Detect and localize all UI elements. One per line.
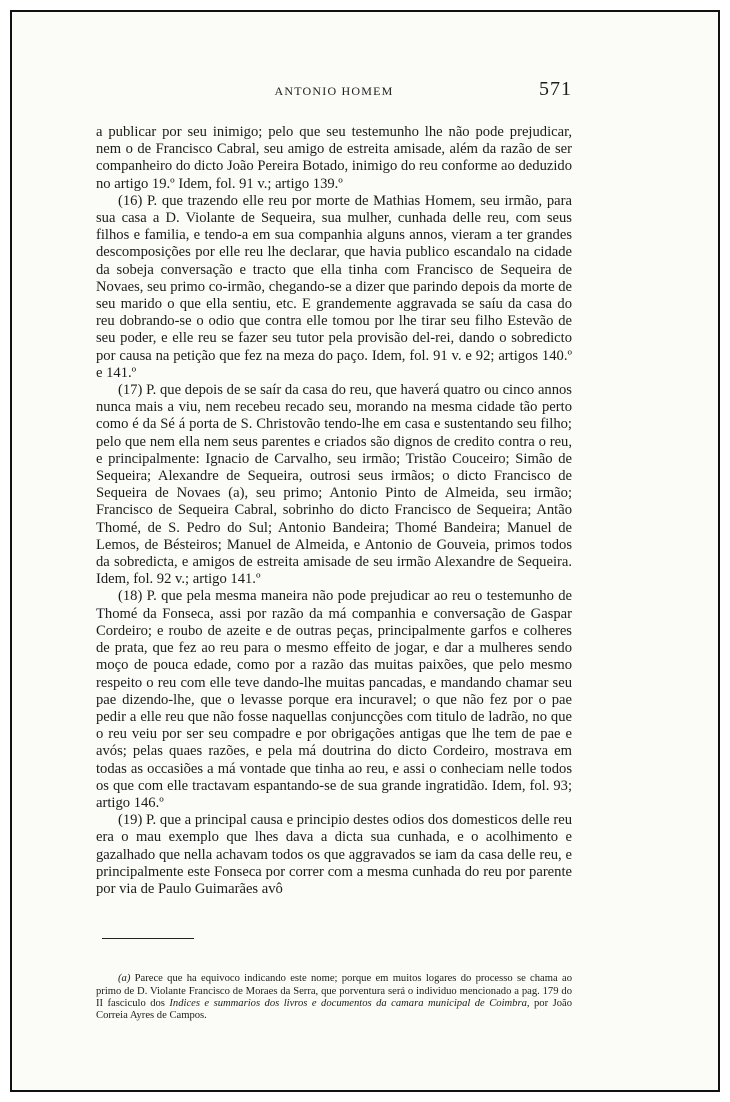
- running-head: [96, 78, 572, 108]
- paragraph-17: (17) P. que depois de se saír da casa do reu, que haverá quatro ou cinco annos nunca mais a viu, nem recebeu recado seu, morando na mesma cidade tão perto como é da Sé á porta de S. Christovão tendo-lhe em casa e sustentando seu filho; pelo que nem ella nem seus parentes e criados são dignos de credito contra o reu, e principalmente: Ignacio de Carvalho, seu irmão; Tristão Couceiro; Simão de Sequeira; Alexandre de Sequeira, outrosi seus irmãos; o dicto Francisco de Sequeira de Novaes (a), seu primo; Antonio Pinto de Almeida, seu irmão; Francisco de Sequeira Cabral, sobrinho do dicto Francisco de Sequeira; Antão Thomé, de S. Pedro do Sul; Antonio Bandeira; Thomé Bandeira; Manuel de Lemos, de Bésteiros; Manuel de Almeida, e Antonio de Gouveia, primos todos da sobredicta, e amigos de estreita amisade de seu irmão Alexandre de Sequeira. Idem, fol. 92 v.; artigo 141.º: [96, 382, 572, 588]
- paragraph-18: (18) P. que pela mesma maneira não pode prejudicar ao reu o testemunho de Thomé da Fonseca, assi por razão da má companhia e conversação de Gaspar Cordeiro; e roubo de azeite e de outras peças, principalmente garfos e colheres de prata, que fez ao reu para o mesmo effeito de jogar, e dar a mulheres sendo moço de pouca edade, como por a razão das muitas paixões, que pelo mesmo respeito o reu com elle teve dando-lhe muitas pancadas, e mandando chamar seu pae dizendo-lhe, que o levasse porque era incuravel; o que não fez por o pae pedir a elle reu que não fosse naquellas conjuncções com titulo de ladrão, no que o reu veiu por ser seu compadre e por obrigações antigas que lhe tem de pae e avós; pelas quaes razões, e pela má doutrina do dicto Cordeiro, mostrava em todas as occasiões a má vontade que tinha ao reu, e assi o conheciam nelle todos os que com elle tractavam espantando-se de sua grande ingratidão. Idem, fol. 93; artigo 146.º: [96, 588, 572, 811]
- footnote-text: Parece que ha equivoco indicando este nome; porque em muitos logares do processo se chama ao primo de D. Violante Francisco de Moraes da Serra, que porventura será o individuo mencionado a pag. 179 do II fasciculo dos: [96, 973, 572, 1009]
- footnote-marker: (a): [118, 973, 131, 985]
- footnote-author: por João Correia Ayres de Campos.: [96, 997, 572, 1022]
- running-title: ANTONIO HOMEM: [274, 84, 394, 98]
- footnote: [96, 973, 572, 1023]
- footnote-rule: [102, 938, 194, 939]
- document-page: [96, 78, 572, 1023]
- footnote-title: Indices e summarios dos livros e documentos da camara municipal de Coimbra,: [169, 997, 530, 1009]
- paragraph-continued: a publicar por seu inimigo; pelo que seu testemunho lhe não pode prejudicar, nem o de Francisco Cabral, seu amigo de estreita amisade, além da razão de ser companheiro do dicto João Pereira Botado, inimigo do reu conforme ao deduzido no artigo 19.º Idem, fol. 91 v.; artigo 139.º: [96, 124, 572, 192]
- body-text: [96, 124, 572, 898]
- paragraph-16: (16) P. que trazendo elle reu por morte de Mathias Homem, seu irmão, para sua casa a D. Violante de Sequeira, sua mulher, cunhada delle reu, com seus filhos e familia, e tendo-a em sua companhia alguns annos, vieram a ter grandes descomposições por elle reu lhe declarar, que havia publico escandalo na cidade da sobeja conversação e tracto que ella tinha com Francisco de Sequeira de Novaes, seu primo co-irmão, chegando-se a dizer que parindo depois da morte de seu marido o que ella sentiu, etc. E grandemente aggravada se saíu da casa do reu dobrando-se o odio que contra elle tomou por lhe tirar seu filho Estevão de seu poder, e elle reu se fazer seu tutor pela provisão del-rei, dando o sobredicto por causa na petição que fez na meza do paço. Idem, fol. 91 v. e 92; artigos 140.º e 141.º: [96, 192, 572, 381]
- paragraph-19: (19) P. que a principal causa e principio destes odios dos domesticos delle reu era o mau exemplo que lhes dava a dicta sua cunhada, e o acolhimento e gazalhado que nella achavam todos os que aggravados se iam da casa delle reu, e principalmente este Fonseca por correr com a mesma cunhada do reu por parente por via de Paulo Guimarães avô: [96, 812, 572, 897]
- page-number: 571: [539, 78, 572, 100]
